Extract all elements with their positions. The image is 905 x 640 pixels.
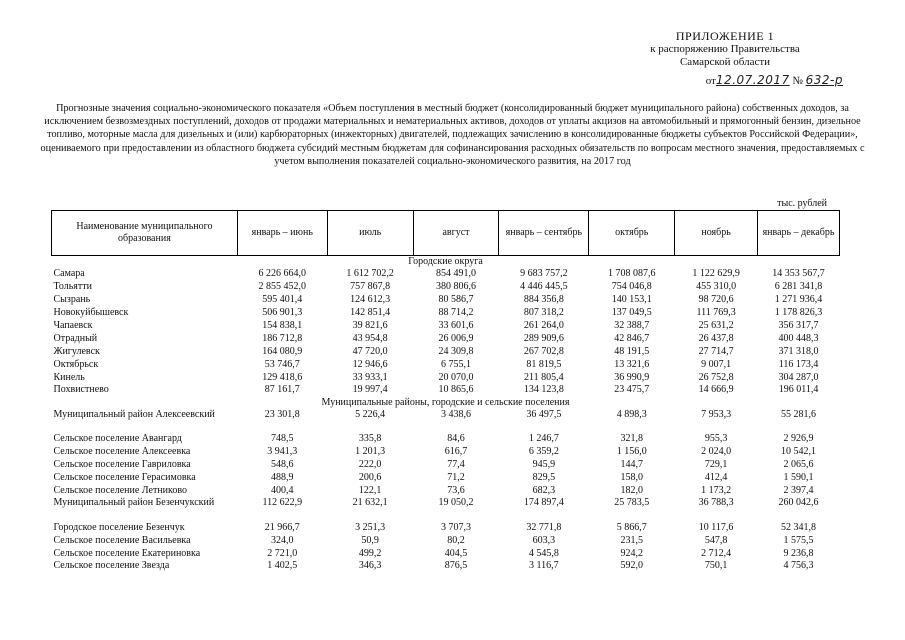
value-cell: 21 632,1 (352, 497, 388, 509)
value-cell: 81 819,5 (526, 358, 562, 370)
section-title: Муниципальные районы, городские и сельские поселения (321, 396, 570, 408)
appendix-line-2: Самарской области (679, 56, 771, 68)
table-row (52, 472, 840, 485)
value-cell: 750,1 (704, 560, 728, 572)
value-cell: 142 851,4 (350, 307, 391, 319)
column-header: январь – сентябрь (499, 211, 589, 256)
table-row (52, 384, 840, 397)
value-cell: 1 201,3 (355, 446, 386, 458)
value-cell: 400 448,3 (778, 332, 819, 344)
table-row (52, 320, 840, 333)
table-row (52, 446, 840, 459)
municipality-name: Сельское поселение Алексеевка (53, 446, 191, 458)
table-row (52, 497, 840, 521)
value-cell: 412,4 (704, 472, 728, 484)
column-header: январь – июнь (237, 211, 327, 256)
section-row (52, 256, 840, 269)
value-cell: 174 897,4 (523, 497, 564, 509)
value-cell: 4 446 445,5 (520, 281, 568, 293)
column-header: август (413, 211, 499, 256)
handwritten-number: 632-р (805, 73, 843, 87)
value-cell: 356 317,7 (778, 320, 819, 331)
value-cell: 26 006,9 (438, 332, 474, 344)
table-row (52, 547, 840, 560)
value-cell: 876,5 (444, 560, 468, 572)
document-heading: Прогнозные значения социально-экономического показателя «Объем поступления в местный бюджет (консолидированный бюджет муниципального района) собственных доходов, за исключением безвозмездных поступлений, доходов от продажи материальных и нематериальных активов, доходов от уплаты акцизов на автомобильный и прямогонный бензин, дизельное топливо, моторные масла для дизельных и (или) карбюраторных (инжекторных) двигателей, подлежащих зачислению в консолидированные бюджеты субъектов Российской Федерации», оцениваемого при предоставлении из областного бюджета субсидий местным бюджетам для софинансирования расходных обязательств по вопросам местного значения, предоставляемых с учетом выполнения показателей социально-экономического развития, на 2017 год (40, 103, 865, 167)
municipality-name: Чапаевск (53, 320, 93, 331)
table-row (52, 294, 840, 307)
value-cell: 25 631,2 (698, 320, 734, 331)
value-cell: 682,3 (532, 484, 556, 496)
appendix-block (625, 30, 825, 69)
value-cell: 12 946,6 (352, 358, 388, 370)
municipality-name: Сельское поселение Герасимовка (53, 472, 196, 484)
value-cell: 33 933,1 (352, 371, 388, 383)
value-cell: 729,1 (704, 459, 728, 471)
value-cell: 122,1 (358, 484, 382, 496)
column-header: октябрь (589, 211, 675, 256)
value-cell: 955,3 (704, 433, 728, 445)
handwritten-date: 12.07.2017 (715, 73, 790, 87)
municipality-name: Муниципальный район Безенчукский (53, 497, 215, 509)
value-cell: 1 246,7 (528, 433, 559, 445)
value-cell: 182,0 (620, 484, 643, 496)
value-cell: 2 855 452,0 (258, 281, 307, 293)
value-cell: 140 153,1 (611, 294, 652, 306)
municipality-name: Сельское поселение Авангард (53, 433, 182, 445)
value-cell: 36 788,3 (698, 497, 734, 509)
value-cell: 371 318,0 (778, 345, 819, 357)
value-cell: 196 011,4 (778, 384, 819, 396)
value-cell: 134 123,8 (523, 384, 564, 396)
value-cell: 884 356,8 (523, 294, 564, 306)
value-cell: 506 901,3 (262, 307, 303, 319)
value-cell: 4 898,3 (616, 408, 647, 420)
value-cell: 129 418,6 (262, 371, 303, 383)
value-cell: 3 251,3 (355, 521, 386, 533)
municipality-name: Тольятти (53, 281, 92, 293)
value-cell: 1 612 702,2 (346, 268, 394, 280)
value-cell: 26 752,8 (698, 371, 734, 383)
value-cell: 3 116,7 (529, 560, 559, 572)
value-cell: 10 865,6 (438, 384, 474, 396)
value-cell: 616,7 (444, 446, 468, 458)
value-cell: 19 997,4 (352, 384, 388, 396)
value-cell: 455 310,0 (696, 281, 737, 293)
table-row (52, 521, 840, 534)
number-label: № (792, 75, 803, 87)
value-cell: 321,8 (620, 433, 643, 445)
municipality-name: Муниципальный район Алексеевский (53, 408, 215, 420)
value-cell: 854 491,0 (436, 268, 477, 280)
value-cell: 1 156,0 (616, 446, 647, 458)
table-header (52, 211, 840, 256)
value-cell: 2 024,0 (701, 446, 732, 458)
municipality-name: Сельское поселение Гавриловка (53, 459, 191, 471)
value-cell: 27 714,7 (698, 345, 734, 357)
municipality-name: Октябрьск (53, 358, 99, 370)
value-cell: 48 191,5 (614, 345, 650, 357)
value-cell: 924,2 (620, 547, 643, 559)
municipality-name: Сызрань (53, 294, 91, 306)
value-cell: 488,9 (271, 472, 294, 484)
value-cell: 222,0 (358, 459, 382, 471)
value-cell: 4 756,3 (783, 560, 814, 572)
value-cell: 36 497,5 (526, 408, 562, 420)
value-cell: 603,3 (532, 534, 556, 546)
table-row (52, 358, 840, 371)
value-cell: 748,5 (271, 433, 294, 445)
value-cell: 324,0 (271, 534, 294, 546)
value-cell: 1 271 936,4 (774, 294, 823, 306)
value-cell: 1 590,1 (783, 472, 814, 484)
document-date-number (706, 73, 843, 87)
value-cell: 2 926,9 (783, 433, 814, 445)
value-cell: 4 545,8 (528, 547, 559, 559)
appendix-title: ПРИЛОЖЕНИЕ 1 (675, 29, 775, 43)
value-cell: 289 909,6 (523, 332, 564, 344)
value-cell: 548,6 (271, 459, 294, 471)
section-row (52, 397, 840, 409)
value-cell: 380 806,6 (436, 281, 477, 293)
table-body (52, 256, 840, 573)
value-cell: 3 438,6 (441, 408, 472, 420)
value-cell: 757 867,8 (350, 281, 391, 293)
forecast-table (51, 210, 840, 573)
value-cell: 6 755,1 (441, 358, 472, 370)
value-cell: 10 542,1 (781, 446, 817, 458)
value-cell: 32 388,7 (614, 320, 650, 331)
value-cell: 9 683 757,2 (520, 268, 568, 280)
value-cell: 112 622,9 (262, 497, 303, 509)
value-cell: 39 821,6 (352, 320, 388, 331)
value-cell: 36 990,9 (614, 371, 650, 383)
value-cell: 20 070,0 (438, 371, 474, 383)
value-cell: 23 301,8 (264, 408, 300, 420)
value-cell: 158,0 (620, 472, 643, 484)
value-cell: 2 721,0 (267, 547, 298, 559)
municipality-name: Сельское поселение Звезда (53, 560, 170, 572)
section-title: Городские округа (408, 256, 483, 267)
value-cell: 43 954,8 (352, 332, 388, 344)
value-cell: 211 805,4 (524, 371, 564, 383)
table-row (52, 484, 840, 497)
value-cell: 33 601,6 (438, 320, 474, 331)
value-cell: 1 178 826,3 (774, 307, 823, 319)
value-cell: 164 080,9 (262, 345, 303, 357)
appendix-line-1: к распоряжению Правительства (650, 43, 800, 55)
table-row (52, 268, 840, 281)
value-cell: 2 397,4 (783, 484, 814, 496)
value-cell: 50,9 (361, 534, 379, 546)
table-row (52, 307, 840, 320)
value-cell: 260 042,6 (778, 497, 819, 509)
value-cell: 80 586,7 (438, 294, 474, 306)
value-cell: 53 746,7 (264, 358, 300, 370)
value-cell: 26 437,8 (698, 332, 734, 344)
value-cell: 154 838,1 (262, 320, 303, 331)
value-cell: 1 173,2 (701, 484, 732, 496)
municipality-name: Сельское поселение Летниково (53, 484, 188, 496)
value-cell: 77,4 (447, 459, 465, 471)
value-cell: 231,5 (620, 534, 643, 546)
value-cell: 14 666,9 (698, 384, 734, 396)
value-cell: 304 287,0 (778, 371, 819, 383)
value-cell: 1 402,5 (267, 560, 298, 572)
municipality-name: Самара (53, 268, 85, 280)
column-header: июль (327, 211, 413, 256)
table-row (52, 332, 840, 345)
value-cell: 829,5 (532, 472, 556, 484)
value-cell: 88 714,2 (438, 307, 474, 319)
value-cell: 3 707,3 (441, 521, 472, 533)
value-cell: 1 122 629,9 (692, 268, 740, 280)
municipality-name: Сельское поселение Васильевка (53, 534, 191, 546)
value-cell: 84,6 (447, 433, 465, 445)
table-row (52, 409, 840, 433)
column-header: Наименование муниципального образования (52, 211, 238, 256)
value-cell: 754 046,8 (611, 281, 652, 293)
value-cell: 807 318,2 (523, 307, 564, 319)
value-cell: 124 612,3 (350, 294, 391, 306)
value-cell: 547,8 (704, 534, 728, 546)
units-label: тыс. рублей (777, 198, 827, 209)
value-cell: 42 846,7 (614, 332, 650, 344)
value-cell: 14 353 567,7 (772, 268, 825, 280)
table-row (52, 433, 840, 446)
value-cell: 335,8 (358, 433, 382, 445)
value-cell: 137 049,5 (611, 307, 652, 319)
value-cell: 261 264,0 (523, 320, 564, 331)
value-cell: 73,6 (447, 484, 465, 496)
value-cell: 55 281,6 (781, 408, 817, 420)
table-row (52, 345, 840, 358)
value-cell: 19 050,2 (438, 497, 474, 509)
value-cell: 52 341,8 (781, 521, 817, 533)
table-row (52, 371, 840, 384)
value-cell: 5 866,7 (616, 521, 647, 533)
value-cell: 6 359,2 (528, 446, 559, 458)
value-cell: 9 236,8 (783, 547, 814, 559)
column-header: ноябрь (675, 211, 758, 256)
value-cell: 7 953,3 (701, 408, 732, 420)
table-row (52, 534, 840, 547)
value-cell: 186 712,8 (262, 332, 303, 344)
table-row (52, 560, 840, 573)
value-cell: 404,5 (444, 547, 468, 559)
value-cell: 47 720,0 (352, 345, 388, 357)
value-cell: 80,2 (447, 534, 465, 546)
value-cell: 6 281 341,8 (774, 281, 823, 293)
value-cell: 98 720,6 (698, 294, 734, 306)
value-cell: 5 226,4 (355, 408, 386, 420)
value-cell: 71,2 (447, 472, 465, 484)
value-cell: 24 309,8 (438, 345, 474, 357)
municipality-name: Кинель (53, 371, 85, 383)
municipality-name: Новокуйбышевск (53, 307, 129, 319)
value-cell: 595 401,4 (262, 294, 303, 306)
value-cell: 592,0 (620, 560, 643, 572)
municipality-name: Похвистнево (53, 384, 109, 396)
value-cell: 945,9 (532, 459, 556, 471)
value-cell: 2 712,4 (701, 547, 732, 559)
value-cell: 400,4 (271, 484, 294, 496)
value-cell: 144,7 (620, 459, 643, 471)
value-cell: 267 702,8 (523, 345, 564, 357)
table-row (52, 459, 840, 472)
from-label: от (705, 75, 716, 87)
value-cell: 116 173,4 (778, 358, 819, 370)
municipality-name: Отрадный (53, 332, 98, 344)
value-cell: 9 007,1 (701, 358, 732, 370)
municipality-name: Сельское поселение Екатериновка (53, 547, 201, 559)
value-cell: 21 966,7 (264, 521, 300, 533)
value-cell: 32 771,8 (526, 521, 562, 533)
value-cell: 6 226 664,0 (258, 268, 307, 280)
value-cell: 1 575,5 (783, 534, 814, 546)
value-cell: 3 941,3 (267, 446, 298, 458)
value-cell: 10 117,6 (698, 521, 734, 533)
value-cell: 499,2 (358, 547, 382, 559)
value-cell: 200,6 (358, 472, 382, 484)
value-cell: 25 783,5 (614, 497, 650, 509)
value-cell: 2 065,6 (783, 459, 814, 471)
value-cell: 13 321,6 (614, 358, 650, 370)
municipality-name: Городское поселение Безенчук (53, 521, 185, 533)
value-cell: 111 769,3 (696, 307, 736, 319)
table-row (52, 281, 840, 294)
value-cell: 23 475,7 (614, 384, 650, 396)
value-cell: 1 708 087,6 (607, 268, 656, 280)
municipality-name: Жигулевск (53, 345, 100, 357)
value-cell: 87 161,7 (264, 384, 300, 396)
column-header: январь – декабрь (758, 211, 840, 256)
value-cell: 346,3 (358, 560, 382, 572)
